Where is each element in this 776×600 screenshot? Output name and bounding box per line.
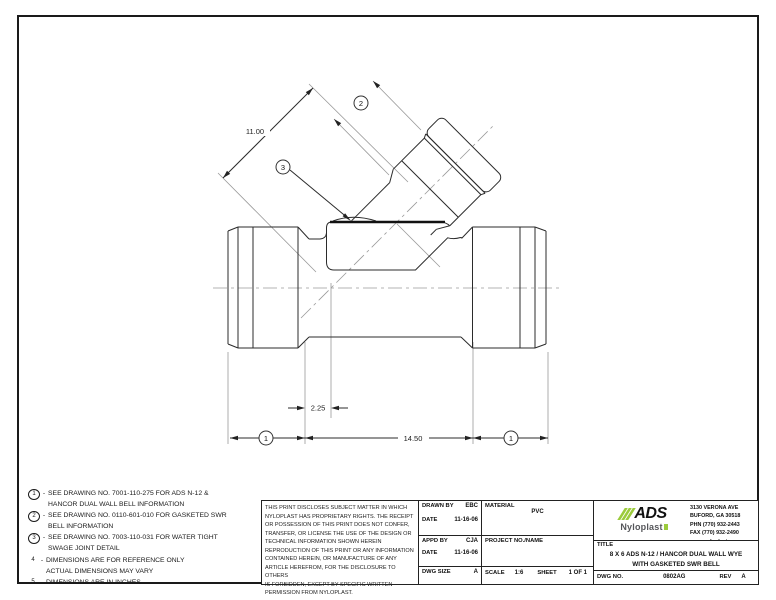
rev-value: A bbox=[741, 573, 746, 580]
svg-text:1: 1 bbox=[263, 433, 269, 443]
dimension-branch-length bbox=[223, 88, 313, 178]
legal-notice: THIS PRINT DISCLOSES SUBJECT MATTER IN WHICH NYLOPLAST HAS PROPRIETARY RIGHTS. THE RECEIPT OR POSSESSION OF THIS PRINT DOES NOT CONFER, TRANSFER, OR LICENSE THE USE OF THE DESIGN OR TECHNICAL INFORMATION SHOWN HEREIN REPRODUCTION OF THIS PRINT OR ANY INFORMATION CONTAINED HEREIN, OR MANUFACTURE OF ANY ARTICLE HEREFROM, FOR THE DISCLOSURE TO OTHERS IS FORBIDDEN, EXCEPT BY SPECIFIC WRITTEN PERMISSION FROM NYLOPLAST. bbox=[261, 500, 419, 585]
dim-branch-length-text: 11.00 bbox=[245, 127, 265, 136]
dimension-branch-offset bbox=[288, 401, 348, 413]
drawn-by-value: EBC bbox=[465, 503, 478, 509]
drawn-date-value: 11-16-06 bbox=[454, 517, 478, 523]
note-item: 5 - DIMENSIONS ARE IN INCHES bbox=[28, 577, 260, 588]
note-item: 4 - DIMENSIONS ARE FOR REFERENCE ONLY ACTUAL DIMENSIONS MAY VARY bbox=[28, 555, 260, 577]
sheet-value: 1 OF 1 bbox=[568, 570, 587, 576]
notes-list bbox=[28, 488, 260, 588]
logo-ads-text: ADS bbox=[634, 505, 667, 522]
note-number: 4 bbox=[31, 556, 35, 563]
balloon-swage-joint bbox=[276, 160, 351, 221]
drawn-by-cell: DRAWN BY EBC DATE 11-16-06 bbox=[418, 500, 482, 536]
note-number-circled: 2 bbox=[28, 511, 40, 522]
svg-text:1: 1 bbox=[508, 433, 514, 443]
dim-body-length-text: 14.50 bbox=[403, 434, 423, 443]
project-cell: PROJECT NO./NAME bbox=[481, 535, 594, 567]
main-pipe bbox=[228, 227, 546, 348]
dimension-bottom-chain bbox=[230, 431, 548, 445]
dwg-size-cell: DWG SIZE A bbox=[418, 566, 482, 585]
appd-date-value: 11-16-06 bbox=[454, 550, 478, 556]
logo-green-tick-icon bbox=[664, 524, 668, 530]
appd-by-value: CJA bbox=[465, 538, 478, 544]
ads-nyloplast-logo bbox=[604, 505, 684, 532]
note-number-circled: 3 bbox=[28, 533, 40, 544]
dwg-no-value: 0802AG bbox=[663, 573, 686, 580]
svg-text:3: 3 bbox=[280, 162, 286, 172]
note-number: 5 bbox=[31, 578, 35, 585]
note-item: 3 - SEE DRAWING NO. 7003-110-031 FOR WATER TIGHT SWAGE JOINT DETAIL bbox=[28, 532, 260, 554]
balloon-branch-bell bbox=[334, 81, 380, 126]
company-address: 3130 VERONA AVE BUFORD, GA 30518 PHN (770) 932-2443 FAX (770) 932-2490 bbox=[690, 505, 741, 537]
note-number-circled: 1 bbox=[28, 489, 40, 500]
dim-branch-offset-text: 2.25 bbox=[310, 403, 326, 413]
dwg-no-cell: DWG NO. 0802AG REV A bbox=[593, 570, 759, 585]
drawing-title-line1: 8 X 6 ADS N-12 / HANCOR DUAL WALL WYE bbox=[609, 551, 743, 558]
company-cell bbox=[593, 500, 759, 541]
scale-value: 1:6 bbox=[514, 570, 524, 576]
material-value: PVC bbox=[531, 509, 544, 515]
svg-text:2: 2 bbox=[358, 98, 364, 108]
drawing-title-line2: WITH GASKETED SWR BELL bbox=[632, 560, 720, 568]
dwg-size-value: A bbox=[473, 569, 478, 575]
logo-nyloplast-text: Nyloplast bbox=[620, 522, 663, 532]
note-item: 2 - SEE DRAWING NO. 0110-601-010 FOR GASKETED SWR BELL INFORMATION bbox=[28, 510, 260, 532]
scale-sheet-cell: SCALE 1:6 SHEET 1 OF 1 bbox=[481, 566, 594, 585]
appd-by-cell: APPD BY CJA DATE 11-16-06 bbox=[418, 535, 482, 567]
title-cell: TITLE 8 X 6 ADS N-12 / HANCOR DUAL WALL WYE WITH GASKETED SWR BELL bbox=[593, 540, 759, 571]
note-item: 1 - SEE DRAWING NO. 7001-110-275 FOR ADS N-12 & HANCOR DUAL WALL BELL INFORMATION bbox=[28, 488, 260, 510]
material-cell: MATERIAL PVC bbox=[481, 500, 594, 536]
